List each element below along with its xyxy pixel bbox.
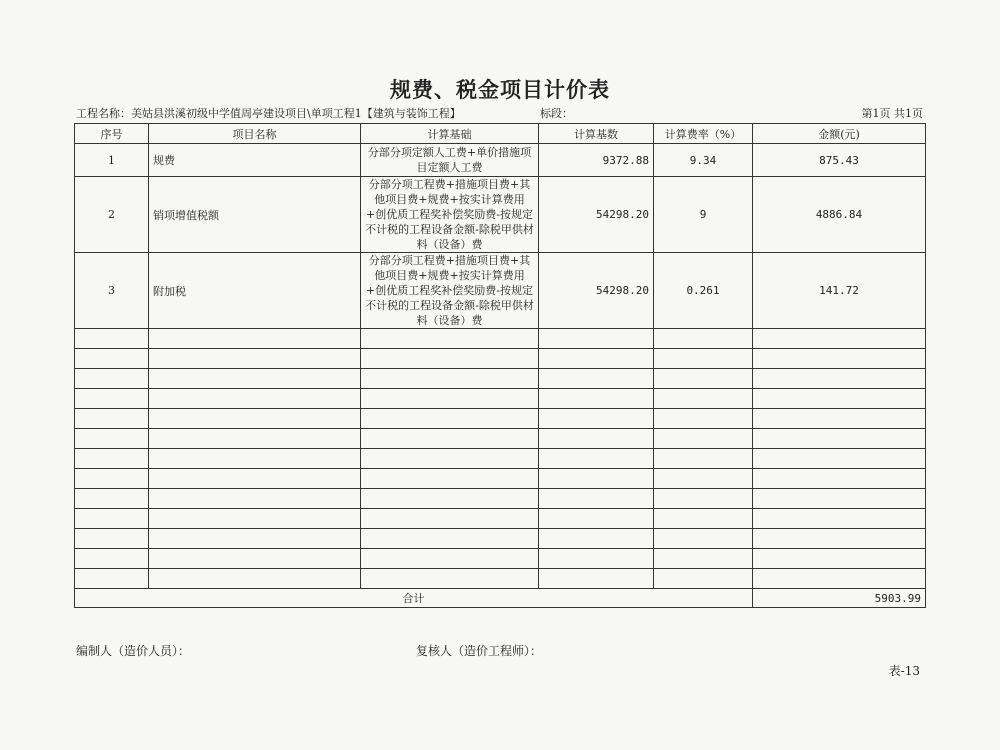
empty-row: [75, 569, 926, 589]
reviewer-label: 复核人（造价工程师）：: [416, 644, 543, 658]
table-row: [75, 253, 926, 329]
empty-row: [75, 449, 926, 469]
table-header-row: [75, 124, 926, 144]
empty-row: [75, 489, 926, 509]
row-rate: 9: [654, 177, 753, 253]
page-title: 规费、税金项目计价表: [390, 77, 610, 102]
empty-row: [75, 509, 926, 529]
empty-row: [75, 349, 926, 369]
row-rate: 9.34: [654, 144, 753, 177]
row-base-amount: 9372.88: [539, 144, 654, 177]
row-rate: 0.261: [654, 253, 753, 329]
page-count: 第1页 共1页: [861, 107, 923, 120]
row-basis: 分部分项工程费+措施项目费+其他项目费+规费+按实计算费用+创优质工程奖补偿奖励费-按规定不计税的工程设备金额-除税甲供材料（设备）费: [361, 177, 539, 253]
table-row: [75, 177, 926, 253]
empty-row: [75, 409, 926, 429]
total-label: 合计: [75, 589, 753, 608]
project-name: 工程名称：美姑县洪溪初级中学值周亭建设项目\单项工程1【建筑与装饰工程】: [76, 107, 461, 120]
row-name: 附加税: [149, 253, 361, 329]
row-name: 销项增值税额: [149, 177, 361, 253]
empty-row: [75, 469, 926, 489]
header-no: 序号: [75, 124, 149, 144]
empty-row: [75, 369, 926, 389]
row-amount: 141.72: [753, 253, 926, 329]
row-base-amount: 54298.20: [539, 253, 654, 329]
header-rate: 计算费率（%）: [654, 124, 753, 144]
row-no: 3: [75, 253, 149, 329]
row-no: 1: [75, 144, 149, 177]
empty-row: [75, 429, 926, 449]
section-label: 标段：: [540, 107, 573, 120]
row-basis: 分部分项定额人工费+单价措施项目定额人工费: [361, 144, 539, 177]
row-amount: 875.43: [753, 144, 926, 177]
total-amount: 5903.99: [753, 589, 926, 608]
fee-tax-table: [74, 123, 926, 608]
form-number: 表-13: [888, 664, 920, 678]
signature-row: [76, 642, 925, 658]
empty-row: [75, 329, 926, 349]
meta-row: [76, 106, 925, 122]
header-base-amount: 计算基数: [539, 124, 654, 144]
header-basis: 计算基础: [361, 124, 539, 144]
empty-row: [75, 549, 926, 569]
total-row: [75, 589, 926, 608]
row-no: 2: [75, 177, 149, 253]
row-amount: 4886.84: [753, 177, 926, 253]
empty-row: [75, 389, 926, 409]
row-name: 规费: [149, 144, 361, 177]
header-name: 项目名称: [149, 124, 361, 144]
empty-row: [75, 529, 926, 549]
header-amount: 金额(元): [753, 124, 926, 144]
row-basis: 分部分项工程费+措施项目费+其他项目费+规费+按实计算费用+创优质工程奖补偿奖励费-按规定不计税的工程设备金额-除税甲供材料（设备）费: [361, 253, 539, 329]
table-row: [75, 144, 926, 177]
row-base-amount: 54298.20: [539, 177, 654, 253]
compiler-label: 编制人（造价人员）：: [76, 644, 191, 658]
